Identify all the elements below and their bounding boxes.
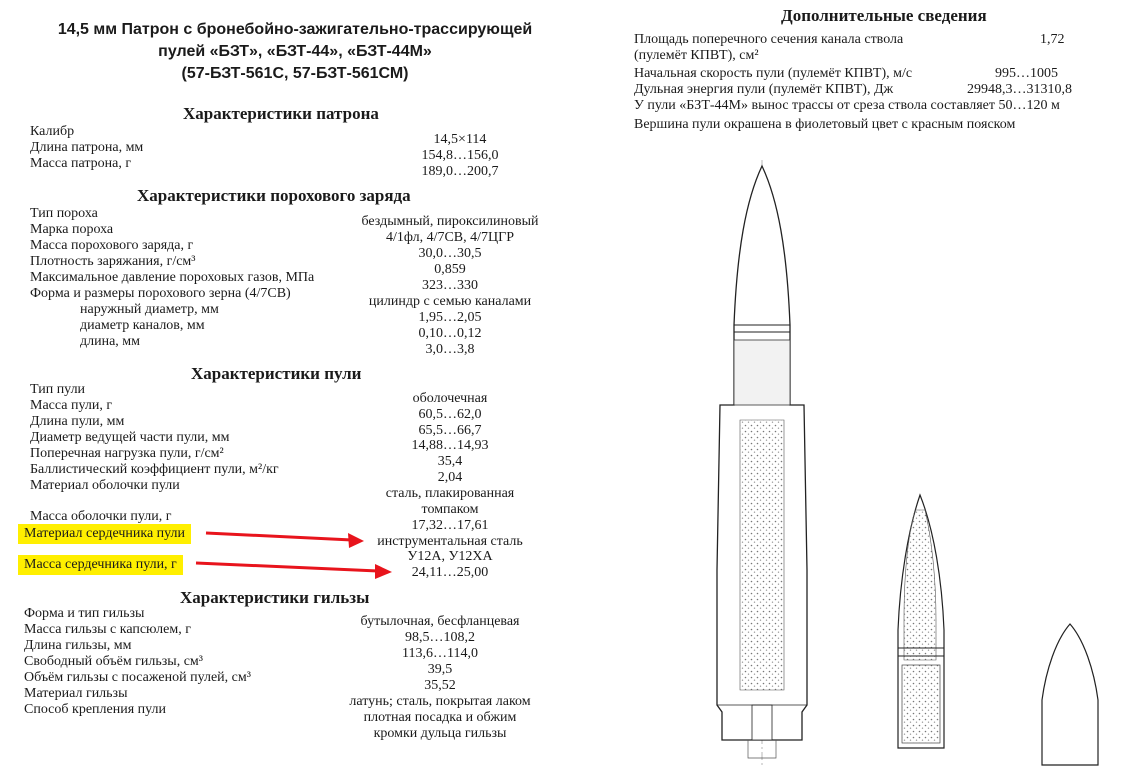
highlighted-label-core-material: Материал сердечника пули [18,524,191,544]
powder-label: Форма и размеры порохового зерна (4/7СВ) [30,286,291,301]
powder-label: диаметр каналов, мм [80,318,205,333]
case-value: латунь; сталь, покрытая лаком [349,694,531,709]
case-value: бутылочная, бесфланцевая [360,614,520,629]
case-label: Свободный объём гильзы, см³ [24,654,203,669]
bullet-label: Баллистический коэффициент пули, м²/кг [30,462,279,477]
arrow-core-material [206,533,364,548]
cartridge-label: Калибр [30,124,75,139]
extra-value: 29948,3…31310,8 [967,82,1072,97]
cartridge-value: 154,8…156,0 [421,148,499,163]
case-label: Длина гильзы, мм [24,638,132,653]
extra-label: Площадь поперечного сечения канала ствола [634,32,904,47]
bullet-value: 17,32…17,61 [411,518,489,533]
powder-label: Масса порохового заряда, г [30,238,194,253]
document-title-line2: пулей «БЗТ», «БЗТ-44», «БЗТ-44М» [158,43,432,60]
cartridge-label: Масса патрона, г [30,156,132,171]
case-label: Форма и тип гильзы [24,606,145,621]
bullet-value: 60,5…62,0 [418,407,482,422]
case-value: 35,52 [424,678,456,693]
extra-color-note: Вершина пули окрашена в фиолетовый цвет с красным пояском [634,117,1016,132]
powder-value: 0,10…0,12 [418,326,482,341]
section-heading-cartridge: Характеристики патрона [183,104,379,123]
powder-value: 0,859 [434,262,466,277]
bullet-label: Поперечная нагрузка пули, г/см² [30,446,224,461]
extra-label: Дульная энергия пули (пулемёт КПВТ), Дж [634,82,894,97]
case-label: Масса гильзы с капсюлем, г [24,622,191,637]
extra-value: 995…1005 [995,66,1058,81]
powder-value: 3,0…3,8 [425,342,475,357]
document-title-line3: (57-БЗТ-561С, 57-БЗТ-561СМ) [181,65,409,82]
bullet-label: Масса пули, г [30,398,113,413]
powder-label: Максимальное давление пороховых газов, МПа [30,270,315,285]
cartridge-drawings [690,160,1110,766]
bullet-value: 65,5…66,7 [418,423,482,438]
cartridge-value: 14,5×114 [433,132,487,147]
bullet-value: 2,04 [437,470,463,485]
cartridge-section-drawing [717,160,807,766]
bullet-value: томпаком [421,502,479,517]
extra-label: Начальная скорость пули (пулемёт КПВТ), м/с [634,66,913,81]
case-value: 98,5…108,2 [405,630,475,645]
extra-label: (пулемёт КПВТ), см² [634,48,759,63]
core-drawing [1042,624,1098,765]
cartridge-label: Длина патрона, мм [30,140,144,155]
powder-label: Марка пороха [30,222,114,237]
highlighted-label-core-mass: Масса сердечника пули, г [18,555,183,575]
arrow-core-mass [196,563,392,579]
powder-label: Тип пороха [30,206,98,221]
powder-label: наружный диаметр, мм [80,302,219,317]
bullet-section-drawing [898,495,944,748]
powder-value: 1,95…2,05 [418,310,482,325]
powder-value: 323…330 [422,278,478,293]
bullet-value: 14,88…14,93 [411,438,489,453]
bullet-value: оболочечная [412,391,488,406]
bullet-value-core-material: инструментальная сталь [377,534,523,549]
bullet-value: У12А, У12ХА [407,549,493,564]
annotation-arrows [0,0,600,600]
powder-value: 4/1фл, 4/7СВ, 4/7ЦГР [385,230,515,245]
powder-value: цилиндр с семью каналами [368,294,532,309]
case-label: Материал гильзы [24,686,128,701]
powder-label: длина, мм [80,334,141,349]
powder-label: Плотность заряжания, г/см³ [30,254,196,269]
section-heading-case: Характеристики гильзы [180,588,370,607]
bullet-value: сталь, плакированная [385,486,515,501]
cartridge-value: 189,0…200,7 [421,164,499,179]
powder-value: 30,0…30,5 [418,246,482,261]
bullet-label: Диаметр ведущей части пули, мм [30,430,230,445]
case-value: 39,5 [427,662,453,677]
powder-value: бездымный, пироксилиновый [361,214,539,229]
case-value: 113,6…114,0 [402,646,478,661]
extra-trace-note: У пули «БЗТ-44М» вынос трассы от среза ствола составляет 50…120 м [634,98,1060,113]
case-value: плотная посадка и обжим [363,710,517,725]
section-heading-powder: Характеристики порохового заряда [137,186,411,205]
case-label: Объём гильзы с посаженой пулей, см³ [24,670,251,685]
section-heading-extra: Дополнительные сведения [781,6,987,25]
case-label: Способ крепления пули [24,702,167,717]
section-heading-bullet: Характеристики пули [191,364,362,383]
bullet-label: Материал оболочки пули [30,478,180,493]
bullet-label: Масса оболочки пули, г [30,509,172,524]
bullet-label: Длина пули, мм [30,414,125,429]
bullet-value: 35,4 [437,454,463,469]
case-value: кромки дульца гильзы [373,726,507,741]
document-title-line1: 14,5 мм Патрон с бронебойно-зажигательно-трассирующей [57,21,533,38]
bullet-label: Тип пули [30,382,86,397]
extra-value: 1,72 [1040,32,1065,47]
bullet-value-core-mass: 24,11…25,00 [411,565,489,580]
